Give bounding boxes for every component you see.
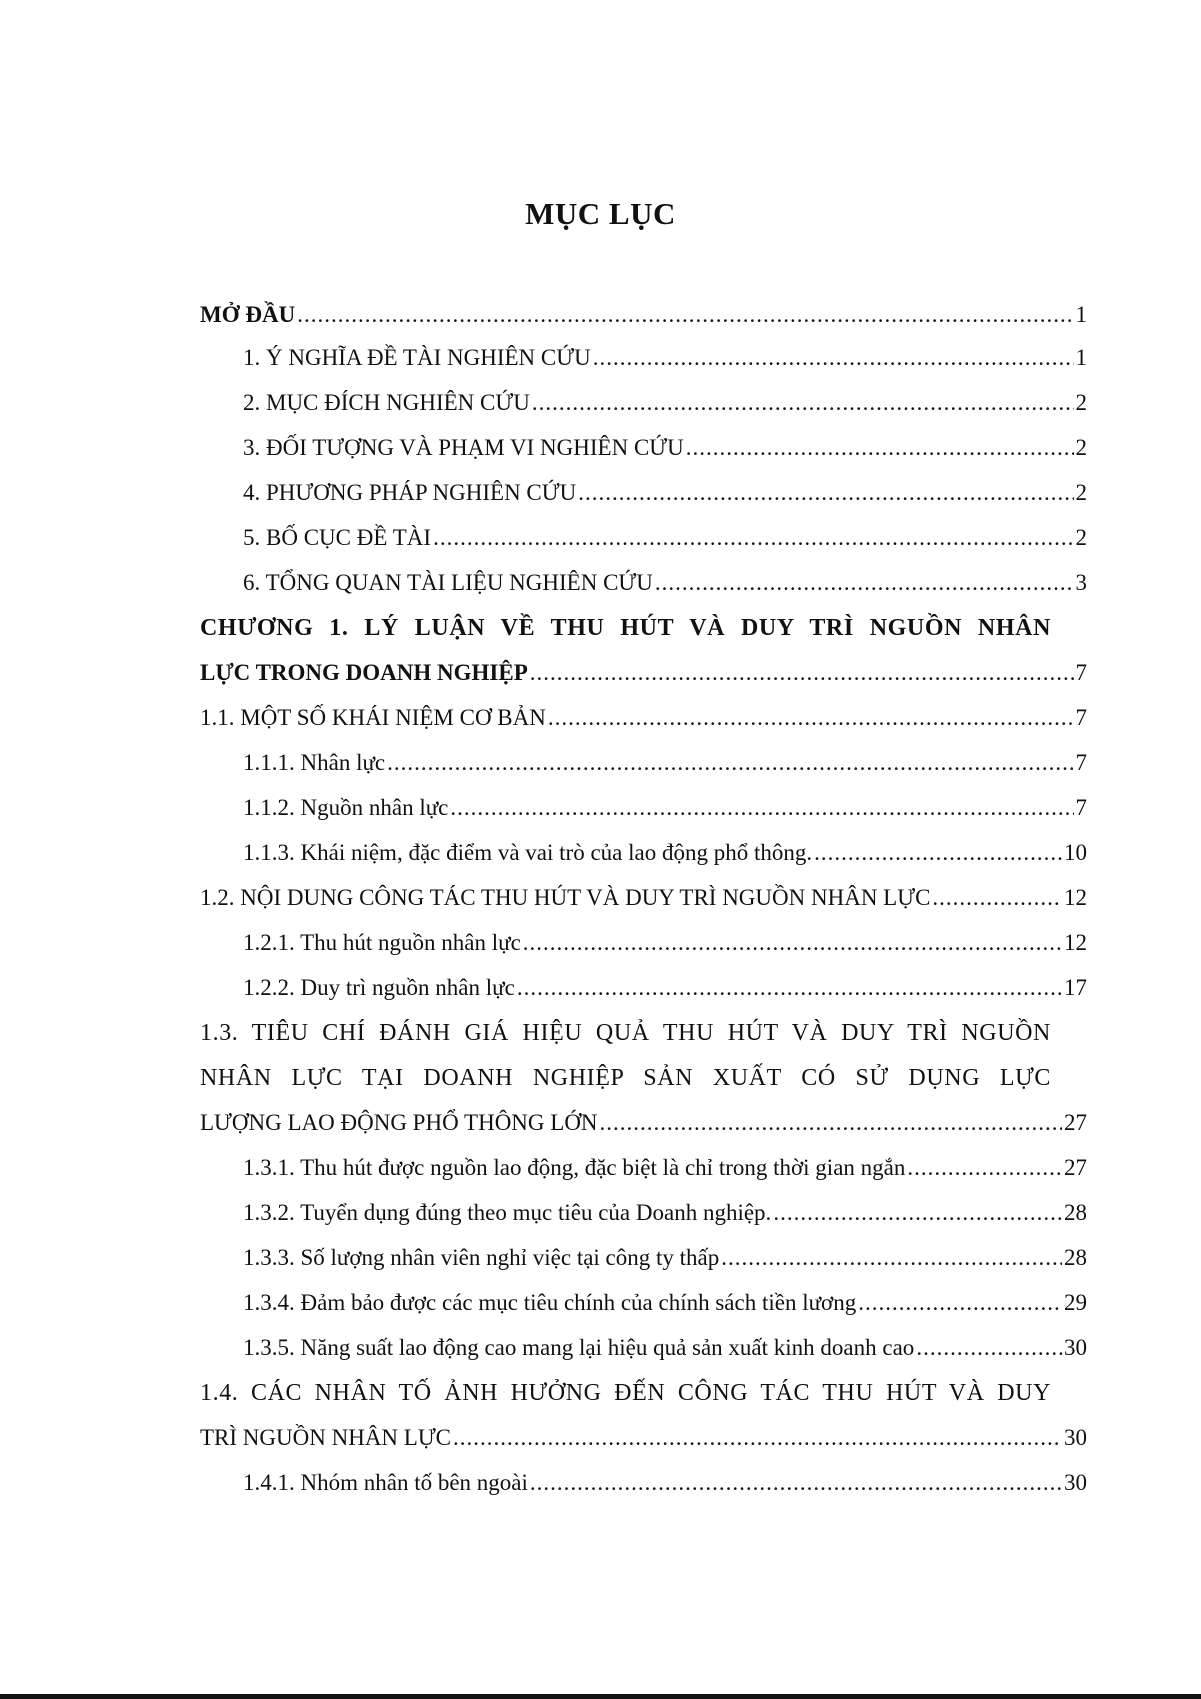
toc-entry-1-3[interactable] <box>200 1108 1087 1138</box>
bottom-border-line <box>0 1694 1201 1699</box>
toc-entry-page: 27 <box>1064 1110 1087 1135</box>
toc-entry-label: 6. TỔNG QUAN TÀI LIỆU NGHIÊN CỨU <box>243 570 653 595</box>
toc-entry-1-3-4[interactable] <box>243 1288 1087 1318</box>
toc-entry-label: 1.4.1. Nhóm nhân tố bên ngoài <box>243 1470 528 1495</box>
toc-entry-1[interactable] <box>243 343 1087 373</box>
toc-entry-page: 2 <box>1075 390 1087 415</box>
toc-entry-2[interactable] <box>243 388 1087 418</box>
dot-leader <box>686 433 1074 463</box>
toc-entry-3[interactable] <box>243 433 1087 463</box>
toc-section-heading-line: NHÂN LỰC TẠI DOANH NGHIỆP SẢN XUẤT CÓ SỬ DỤNG LỰC <box>200 1065 1051 1091</box>
toc-entry-label: 4. PHƯƠNG PHÁP NGHIÊN CỨU <box>243 480 577 505</box>
toc-entry-label: 1.2.2. Duy trì nguồn nhân lực <box>243 975 515 1000</box>
toc-entry-page: 3 <box>1075 570 1087 595</box>
toc-entry-page: 7 <box>1075 660 1087 685</box>
toc-entry-label: 1.3.1. Thu hút được nguồn lao động, đặc biệt là chỉ trong thời gian ngắn <box>243 1155 906 1180</box>
dot-leader <box>530 658 1074 688</box>
dot-leader <box>453 1423 1062 1453</box>
toc-entry-1-2-1[interactable] <box>243 928 1087 958</box>
dot-leader <box>814 838 1062 868</box>
toc-entry-label: 1.1.3. Khái niệm, đặc điểm và vai trò của lao động phổ thông. <box>243 840 813 865</box>
toc-entry-label: 1.1.1. Nhân lực <box>243 750 386 775</box>
toc-entry-page: 30 <box>1064 1335 1087 1360</box>
dot-leader <box>907 1153 1062 1183</box>
toc-entry-1-4[interactable] <box>200 1423 1087 1453</box>
toc-entry-1-2[interactable] <box>200 883 1087 913</box>
toc-entry-5[interactable] <box>243 523 1087 553</box>
toc-entry-label: 1.2. NỘI DUNG CÔNG TÁC THU HÚT VÀ DUY TRÌ NGUỒN NHÂN LỰC <box>200 885 931 910</box>
toc-entry-page: 30 <box>1064 1425 1087 1450</box>
toc-entry-1-1-3[interactable] <box>243 838 1087 868</box>
dot-leader <box>858 1288 1062 1318</box>
toc-entry-label: 1.3.2. Tuyển dụng đúng theo mục tiêu của Doanh nghiệp. <box>243 1200 772 1225</box>
toc-entry-1-3-5[interactable] <box>243 1333 1087 1363</box>
dot-leader <box>297 300 1073 330</box>
toc-entry-chapter-1[interactable] <box>200 658 1087 688</box>
toc-entry-page: 29 <box>1064 1290 1087 1315</box>
toc-entry-page: 27 <box>1064 1155 1087 1180</box>
toc-entry-page: 1 <box>1075 302 1087 327</box>
dot-leader <box>655 568 1074 598</box>
toc-entry-page: 28 <box>1064 1245 1087 1270</box>
toc-entry-1-4-1[interactable] <box>243 1468 1087 1498</box>
toc-entry-page: 10 <box>1064 840 1087 865</box>
toc-entry-mo-dau[interactable] <box>200 300 1087 330</box>
toc-entry-page: 7 <box>1075 750 1087 775</box>
toc-entry-page: 7 <box>1075 705 1087 730</box>
toc-entry-label: 2. MỤC ĐÍCH NGHIÊN CỨU <box>243 390 530 415</box>
toc-entry-label: 1.1.2. Nguồn nhân lực <box>243 795 449 820</box>
dot-leader <box>433 523 1073 553</box>
toc-entry-page: 17 <box>1064 975 1087 1000</box>
toc-entry-label: TRÌ NGUỒN NHÂN LỰC <box>200 1425 452 1450</box>
dot-leader <box>578 478 1073 508</box>
dot-leader <box>530 1468 1062 1498</box>
toc-entry-page: 1 <box>1075 345 1087 370</box>
toc-entry-label: 1.2.1. Thu hút nguồn nhân lực <box>243 930 521 955</box>
toc-chapter-heading-line: CHƯƠNG 1. LÝ LUẬN VỀ THU HÚT VÀ DUY TRÌ NGUỒN NHÂN <box>200 615 1051 641</box>
toc-entry-1-3-2[interactable] <box>243 1198 1087 1228</box>
dot-leader <box>387 748 1073 778</box>
dot-leader <box>593 343 1074 373</box>
toc-entry-label: 1.3.5. Năng suất lao động cao mang lại hiệu quả sản xuất kinh doanh cao <box>243 1335 915 1360</box>
toc-entry-6[interactable] <box>243 568 1087 598</box>
dot-leader <box>532 388 1074 418</box>
toc-entry-label: LƯỢNG LAO ĐỘNG PHỔ THÔNG LỚN <box>200 1110 598 1135</box>
dot-leader <box>721 1243 1062 1273</box>
toc-entry-1-1-2[interactable] <box>243 793 1087 823</box>
toc-entry-page: 30 <box>1064 1470 1087 1495</box>
toc-entry-label: 3. ĐỐI TƯỢNG VÀ PHẠM VI NGHIÊN CỨU <box>243 435 684 460</box>
toc-section-heading-line: 1.4. CÁC NHÂN TỐ ẢNH HƯỞNG ĐẾN CÔNG TÁC THU HÚT VÀ DUY <box>200 1380 1051 1406</box>
dot-leader <box>600 1108 1062 1138</box>
toc-entry-label: 1. Ý NGHĨA ĐỀ TÀI NGHIÊN CỨU <box>243 345 591 370</box>
page-title: MỤC LỤC <box>525 196 676 231</box>
toc-entry-page: 28 <box>1064 1200 1087 1225</box>
dot-leader <box>773 1198 1062 1228</box>
toc-entry-page: 2 <box>1075 525 1087 550</box>
toc-entry-label: LỰC TRONG DOANH NGHIỆP <box>200 660 528 685</box>
dot-leader <box>548 703 1074 733</box>
toc-entry-label: 1.3.4. Đảm bảo được các mục tiêu chính của chính sách tiền lương <box>243 1290 857 1315</box>
toc-entry-page: 12 <box>1064 930 1087 955</box>
toc-entry-1-3-1[interactable] <box>243 1153 1087 1183</box>
dot-leader <box>932 883 1062 913</box>
toc-entry-4[interactable] <box>243 478 1087 508</box>
toc-entry-page: 7 <box>1075 795 1087 820</box>
toc-entry-page: 2 <box>1075 480 1087 505</box>
toc-entry-page: 12 <box>1064 885 1087 910</box>
toc-entry-label: 5. BỐ CỤC ĐỀ TÀI <box>243 525 432 550</box>
toc-entry-1-3-3[interactable] <box>243 1243 1087 1273</box>
toc-section-heading-line: 1.3. TIÊU CHÍ ĐÁNH GIÁ HIỆU QUẢ THU HÚT VÀ DUY TRÌ NGUỒN <box>200 1020 1051 1046</box>
dot-leader <box>450 793 1073 823</box>
dot-leader <box>517 973 1062 1003</box>
toc-entry-label: MỞ ĐẦU <box>200 302 296 327</box>
toc-entry-1-1-1[interactable] <box>243 748 1087 778</box>
dot-leader <box>916 1333 1062 1363</box>
toc-entry-label: 1.1. MỘT SỐ KHÁI NIỆM CƠ BẢN <box>200 705 546 730</box>
toc-entry-page: 2 <box>1075 435 1087 460</box>
dot-leader <box>523 928 1062 958</box>
toc-entry-1-1[interactable] <box>200 703 1087 733</box>
toc-entry-label: 1.3.3. Số lượng nhân viên nghỉ việc tại công ty thấp <box>243 1245 720 1270</box>
toc-entry-1-2-2[interactable] <box>243 973 1087 1003</box>
